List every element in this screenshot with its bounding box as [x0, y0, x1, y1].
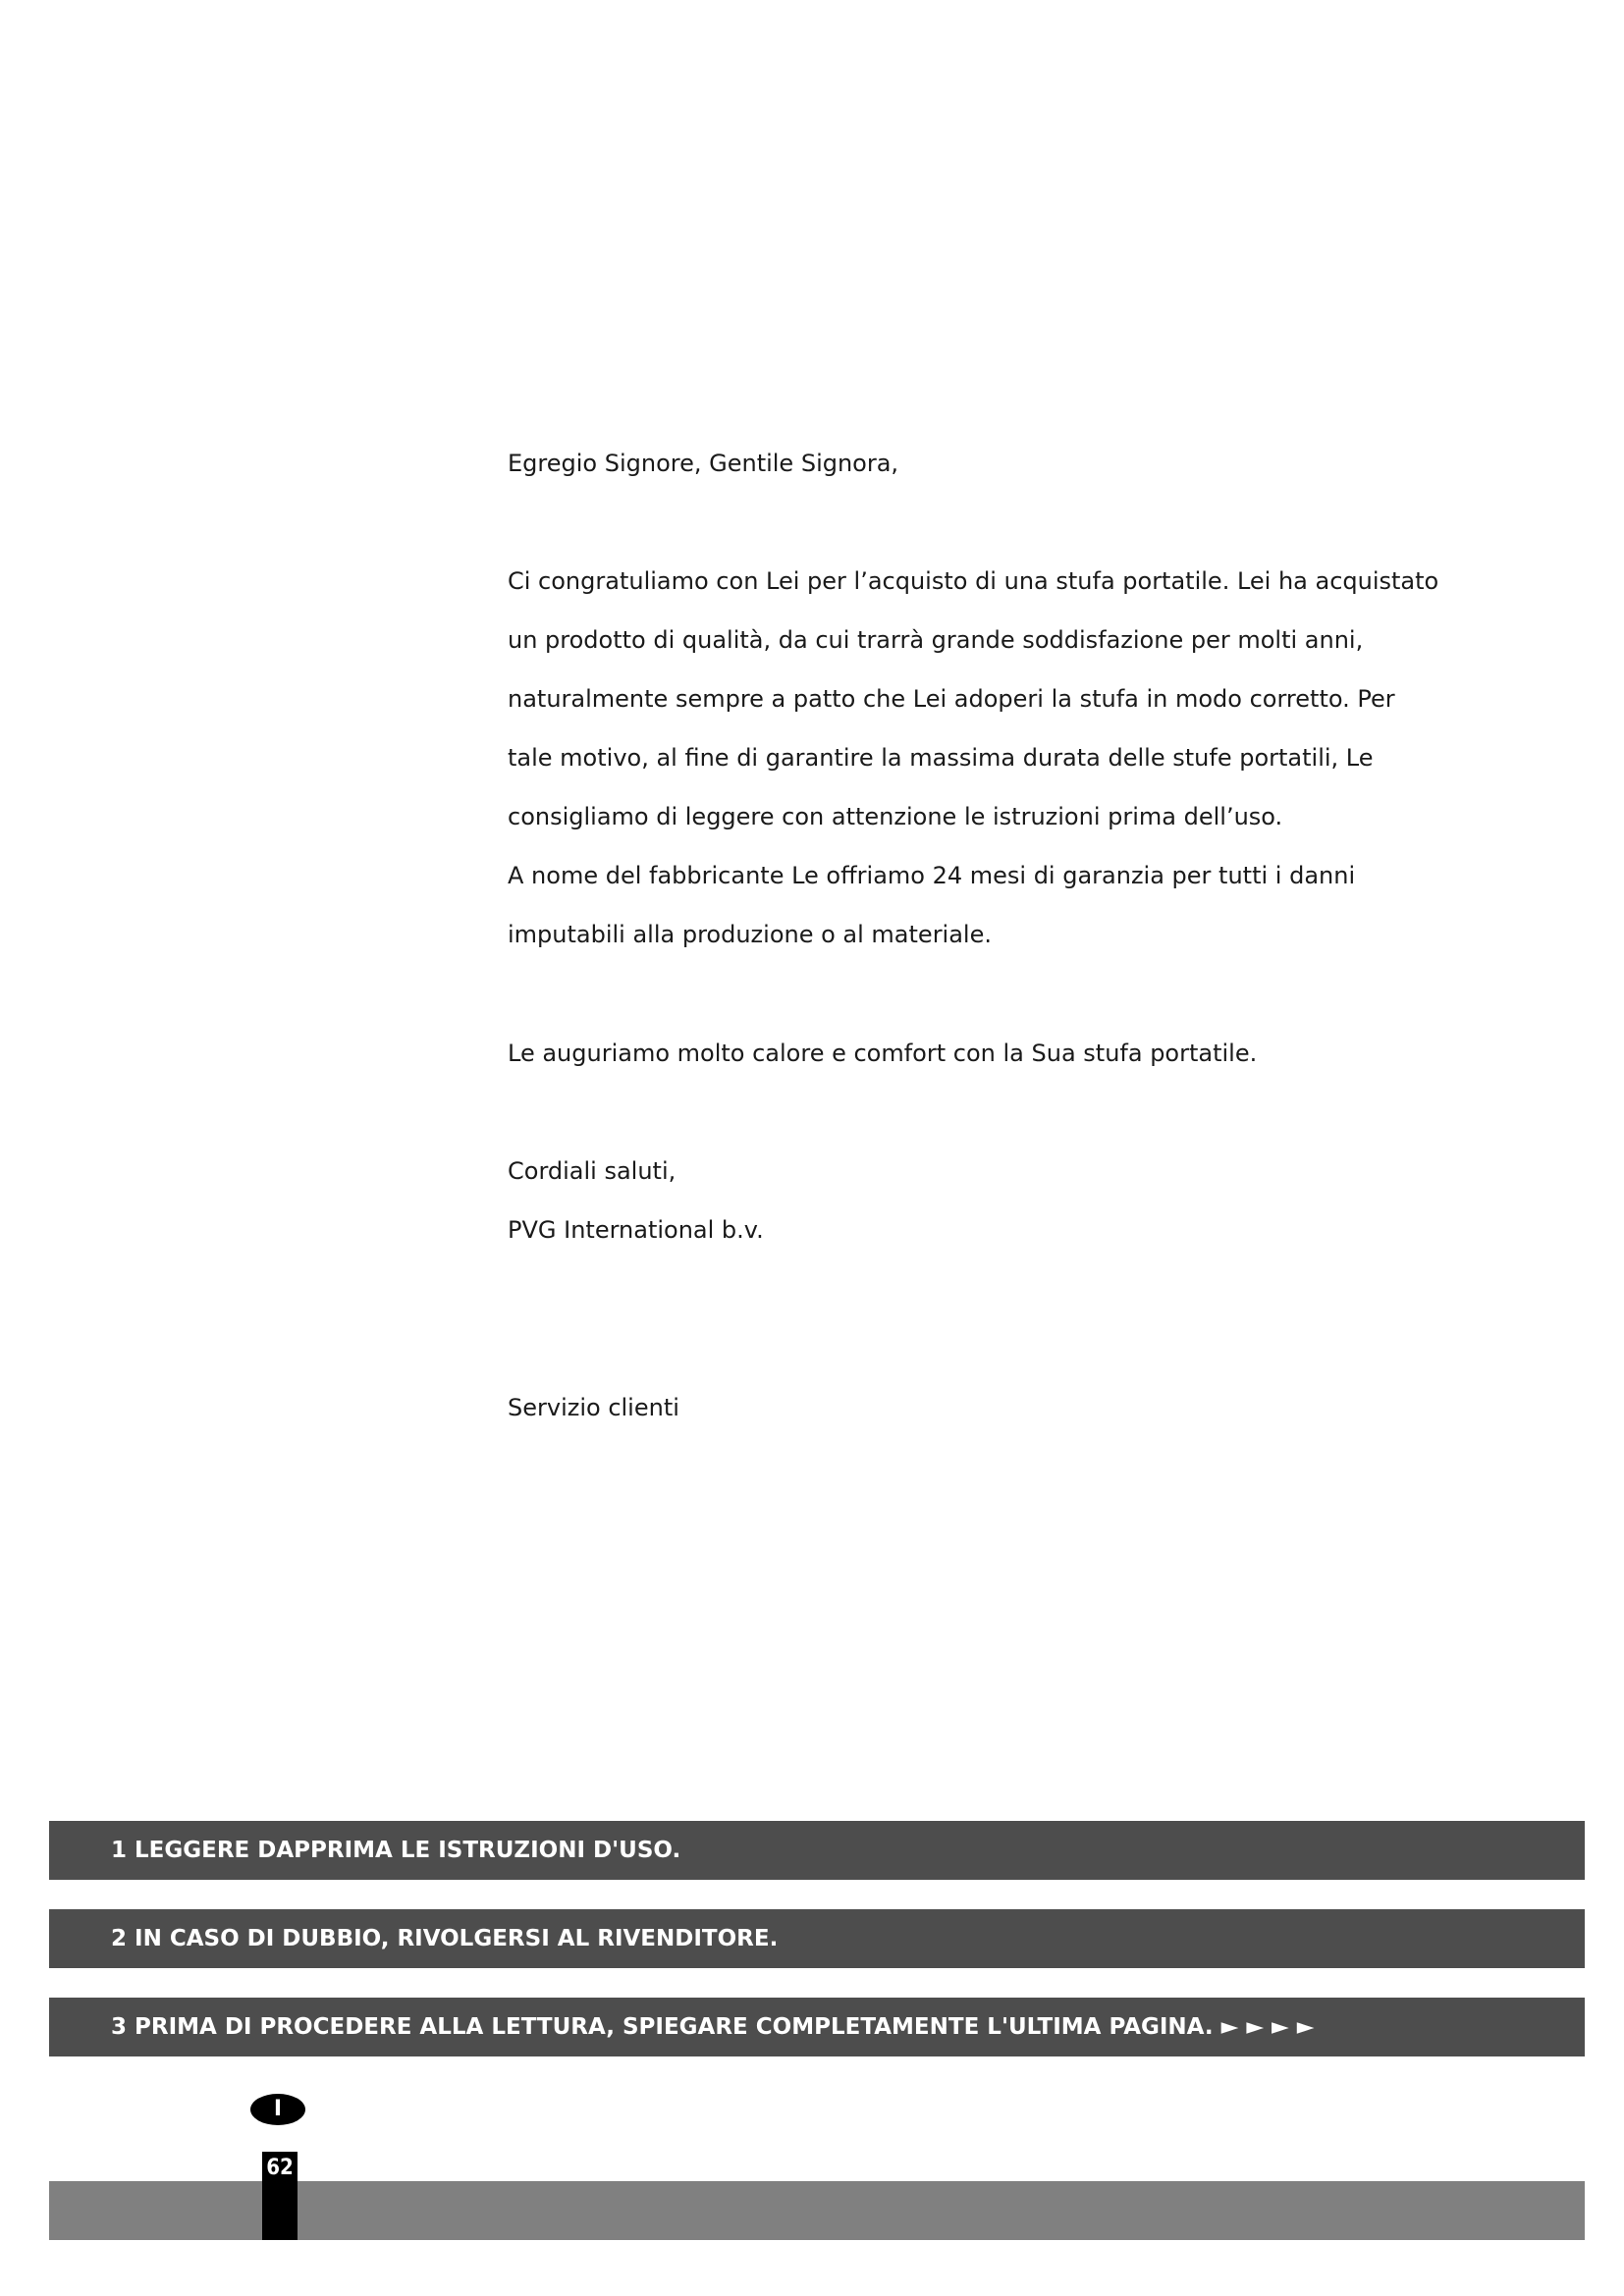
- salutation: Egregio Signore, Gentile Signora,: [508, 450, 899, 477]
- page-number-tab: [262, 2152, 298, 2240]
- instruction-bar-2: 2 IN CASO DI DUBBIO, RIVOLGERSI AL RIVENDITORE.: [49, 1909, 1585, 1968]
- department-name: Servizio clienti: [508, 1394, 679, 1421]
- page-number: 62: [266, 2156, 294, 2180]
- paragraph-line: Ci congratuliamo con Lei per l’acquisto di una stufa portatile. Lei ha acquistato: [508, 567, 1439, 595]
- paragraph-line: un prodotto di qualità, da cui trarrà grande soddisfazione per molti anni,: [508, 626, 1364, 654]
- paragraph-line: naturalmente sempre a patto che Lei adoperi la stufa in modo corretto. Per: [508, 685, 1395, 713]
- language-badge: I: [250, 2094, 305, 2125]
- instruction-bar-3: 3 PRIMA DI PROCEDERE ALLA LETTURA, SPIEGARE COMPLETAMENTE L'ULTIMA PAGINA. ► ► ► ►: [49, 1998, 1585, 2056]
- paragraph-line: consigliamo di leggere con attenzione le istruzioni prima dell’uso.: [508, 803, 1283, 830]
- instruction-bar-1: 1 LEGGERE DAPPRIMA LE ISTRUZIONI D'USO.: [49, 1821, 1585, 1880]
- paragraph-line: A nome del fabbricante Le offriamo 24 mesi di garanzia per tutti i danni: [508, 862, 1356, 889]
- wish-line: Le auguriamo molto calore e comfort con la Sua stufa portatile.: [508, 1040, 1258, 1067]
- paragraph-line: tale motivo, al fine di garantire la massima durata delle stufe portatili, Le: [508, 744, 1374, 772]
- paragraph-line: imputabili alla produzione o al materiale.: [508, 921, 992, 948]
- closing-line: Cordiali saluti,: [508, 1157, 677, 1185]
- company-name: PVG International b.v.: [508, 1216, 764, 1244]
